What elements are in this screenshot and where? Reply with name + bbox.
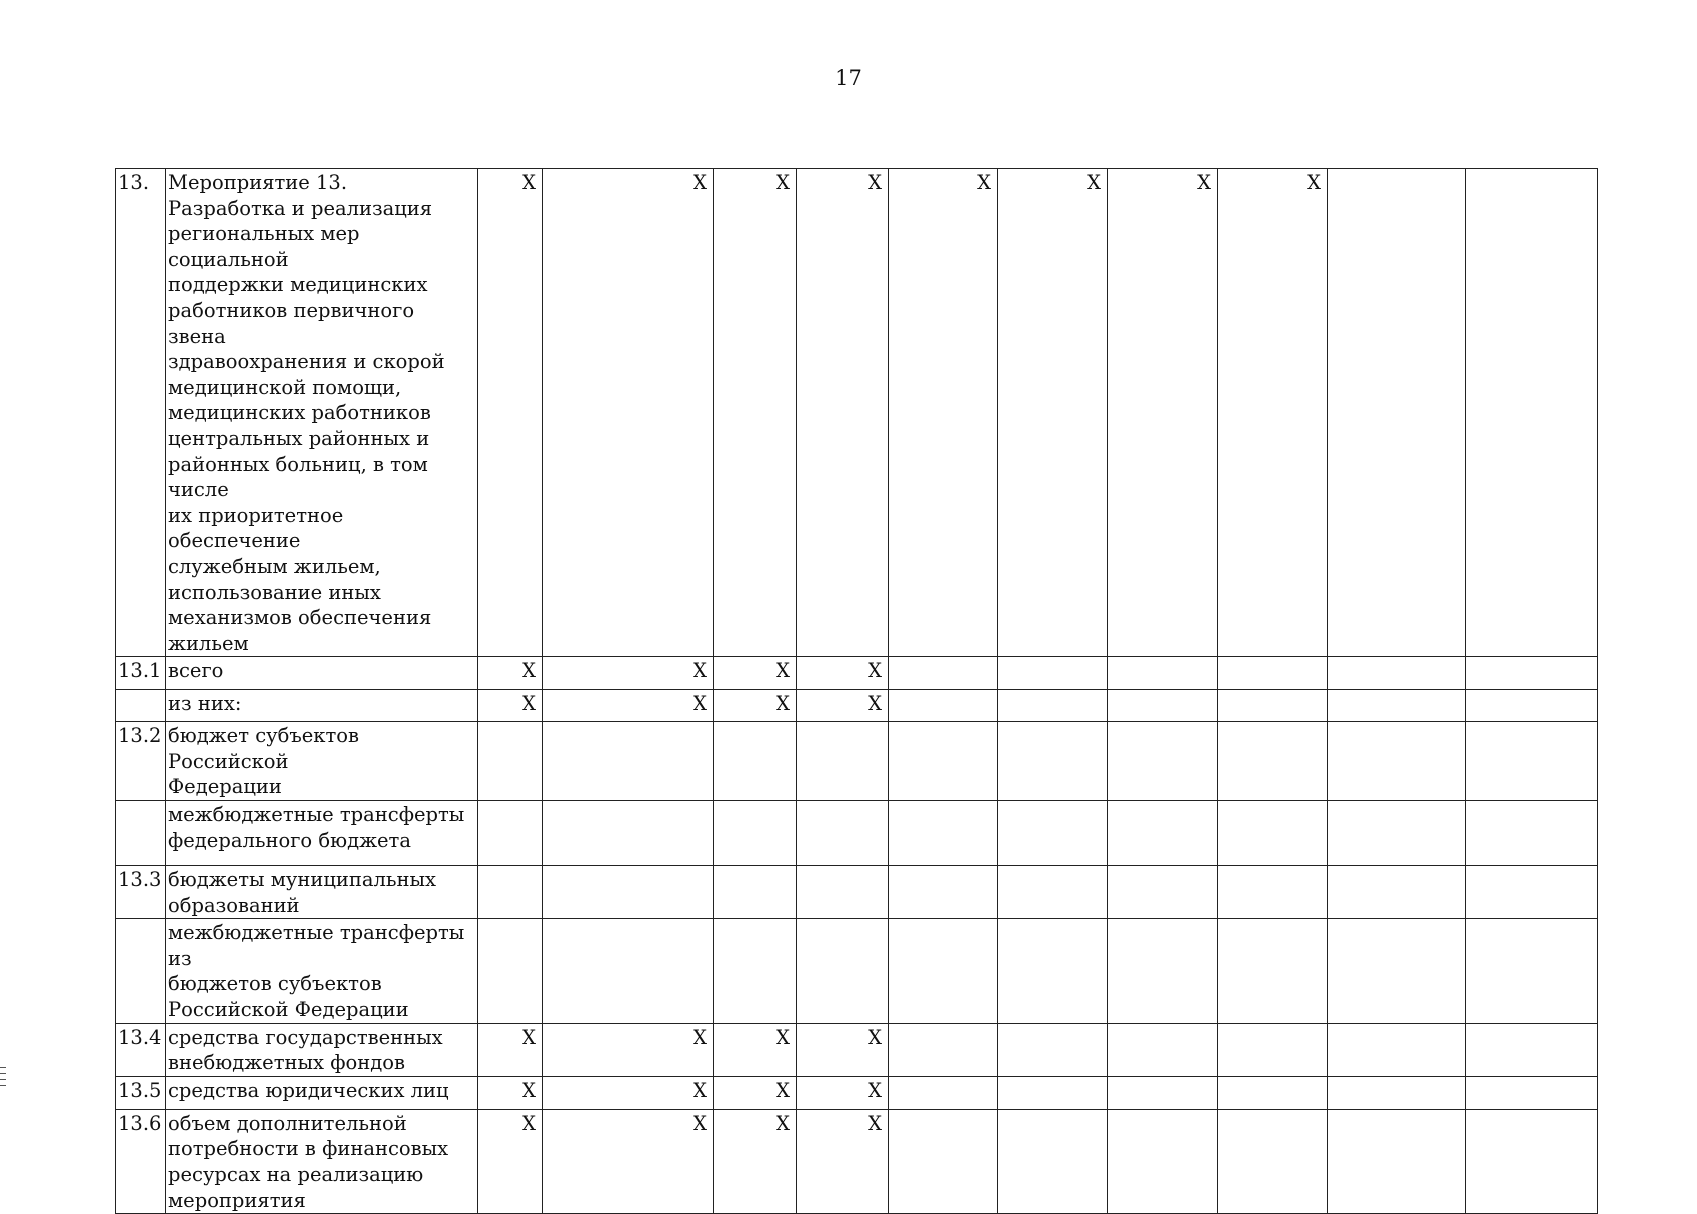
table-row [116,1076,1598,1109]
value-cell [1466,169,1598,657]
value-cell: X [797,1023,889,1076]
value-cell: X [889,169,998,657]
value-cell [1108,919,1218,1023]
value-cell: X [797,690,889,722]
row-number-cell: 13. [116,169,166,657]
value-cell [889,801,998,866]
value-cell: X [478,657,543,690]
value-cell: X [714,657,797,690]
value-cell [1328,657,1466,690]
value-cell [714,801,797,866]
value-cell: X [478,1109,543,1213]
value-cell: X [797,1109,889,1213]
row-number-cell: 13.4 [116,1023,166,1076]
value-cell [889,866,998,919]
page-number: 17 [835,66,862,90]
row-number-cell [116,690,166,722]
row-number-cell: 13.3 [116,866,166,919]
value-cell: X [998,169,1108,657]
value-cell [1108,722,1218,801]
value-cell: X [543,1076,714,1109]
table-row [116,866,1598,919]
value-cell [1218,1023,1328,1076]
value-cell [1466,1109,1598,1213]
table-body [116,169,1598,1214]
value-cell: X [1108,169,1218,657]
value-cell [1108,690,1218,722]
value-cell [797,919,889,1023]
value-cell [998,657,1108,690]
value-cell [889,690,998,722]
table-row [116,690,1598,722]
row-description-cell: межбюджетные трансферты федерального бюджета [166,801,478,866]
value-cell [478,801,543,866]
value-cell [889,919,998,1023]
value-cell [1108,1109,1218,1213]
value-cell [1466,1023,1598,1076]
value-cell: X [797,1076,889,1109]
value-cell [1218,866,1328,919]
value-cell: X [543,1023,714,1076]
value-cell: X [714,169,797,657]
value-cell [889,657,998,690]
value-cell [998,1023,1108,1076]
value-cell [1108,1076,1218,1109]
row-number-cell: 13.5 [116,1076,166,1109]
value-cell [998,919,1108,1023]
row-number-cell: 13.2 [116,722,166,801]
value-cell [1218,919,1328,1023]
row-number-cell [116,801,166,866]
value-cell [1466,690,1598,722]
value-cell [1218,722,1328,801]
value-cell [1218,1076,1328,1109]
value-cell [1108,866,1218,919]
row-description-cell: бюджеты муниципальных образований [166,866,478,919]
value-cell [889,1109,998,1213]
value-cell: X [478,690,543,722]
value-cell: X [543,1109,714,1213]
value-cell [1108,657,1218,690]
value-cell [889,1023,998,1076]
value-cell [1466,722,1598,801]
value-cell: X [543,169,714,657]
table-row [116,1109,1598,1213]
value-cell: X [797,657,889,690]
value-cell [1218,801,1328,866]
row-description-cell: бюджет субъектов Российской Федерации [166,722,478,801]
value-cell [1466,919,1598,1023]
value-cell [998,1076,1108,1109]
value-cell [1218,657,1328,690]
value-cell [543,919,714,1023]
row-number-cell: 13.1 [116,657,166,690]
value-cell [1466,657,1598,690]
value-cell [797,866,889,919]
value-cell [889,1076,998,1109]
value-cell: X [714,1109,797,1213]
value-cell: X [1218,169,1328,657]
value-cell [1466,801,1598,866]
table-row [116,657,1598,690]
value-cell: X [714,1023,797,1076]
row-description-cell: средства государственных внебюджетных фондов [166,1023,478,1076]
value-cell [1328,1109,1466,1213]
value-cell [1108,1023,1218,1076]
value-cell [1218,1109,1328,1213]
value-cell: X [797,169,889,657]
value-cell [543,722,714,801]
scan-edge-marks [0,1067,6,1091]
value-cell [1328,801,1466,866]
budget-table [115,168,1598,1214]
value-cell [1328,1076,1466,1109]
value-cell [1108,801,1218,866]
value-cell [543,866,714,919]
value-cell [478,722,543,801]
value-cell: X [478,1076,543,1109]
table-row [116,722,1598,801]
value-cell [998,722,1108,801]
value-cell [1218,690,1328,722]
value-cell [1328,919,1466,1023]
row-number-cell [116,919,166,1023]
value-cell [889,722,998,801]
value-cell [714,722,797,801]
row-description-cell: из них: [166,690,478,722]
value-cell [998,866,1108,919]
row-description-cell: объем дополнительной потребности в финансовых ресурсах на реализацию мероприятия [166,1109,478,1213]
row-description-cell: всего [166,657,478,690]
value-cell: X [543,690,714,722]
value-cell [998,690,1108,722]
value-cell [998,1109,1108,1213]
value-cell [714,919,797,1023]
value-cell: X [714,1076,797,1109]
value-cell: X [478,1023,543,1076]
row-description-cell: Мероприятие 13. Разработка и реализация региональных мер социальной поддержки медицинских работников первичного звена здравоохранения и скорой медицинской помощи, медицинских работников центральных районных и районных больниц, в том числе их приоритетное обеспечение служебным жильем, использование иных механизмов обеспечения жильем [166,169,478,657]
row-description-cell: средства юридических лиц [166,1076,478,1109]
value-cell [797,722,889,801]
value-cell: X [714,690,797,722]
value-cell: X [543,657,714,690]
value-cell [1328,1023,1466,1076]
value-cell [1466,1076,1598,1109]
value-cell [1328,169,1466,657]
value-cell [478,866,543,919]
value-cell [543,801,714,866]
value-cell [1466,866,1598,919]
value-cell [1328,866,1466,919]
value-cell [1328,690,1466,722]
value-cell: X [478,169,543,657]
table-row [116,1023,1598,1076]
row-description-cell: межбюджетные трансферты из бюджетов субъектов Российской Федерации [166,919,478,1023]
table-row [116,801,1598,866]
value-cell [478,919,543,1023]
value-cell [1328,722,1466,801]
value-cell [714,866,797,919]
table-row [116,919,1598,1023]
table-row [116,169,1598,657]
value-cell [797,801,889,866]
row-number-cell: 13.6 [116,1109,166,1213]
value-cell [998,801,1108,866]
